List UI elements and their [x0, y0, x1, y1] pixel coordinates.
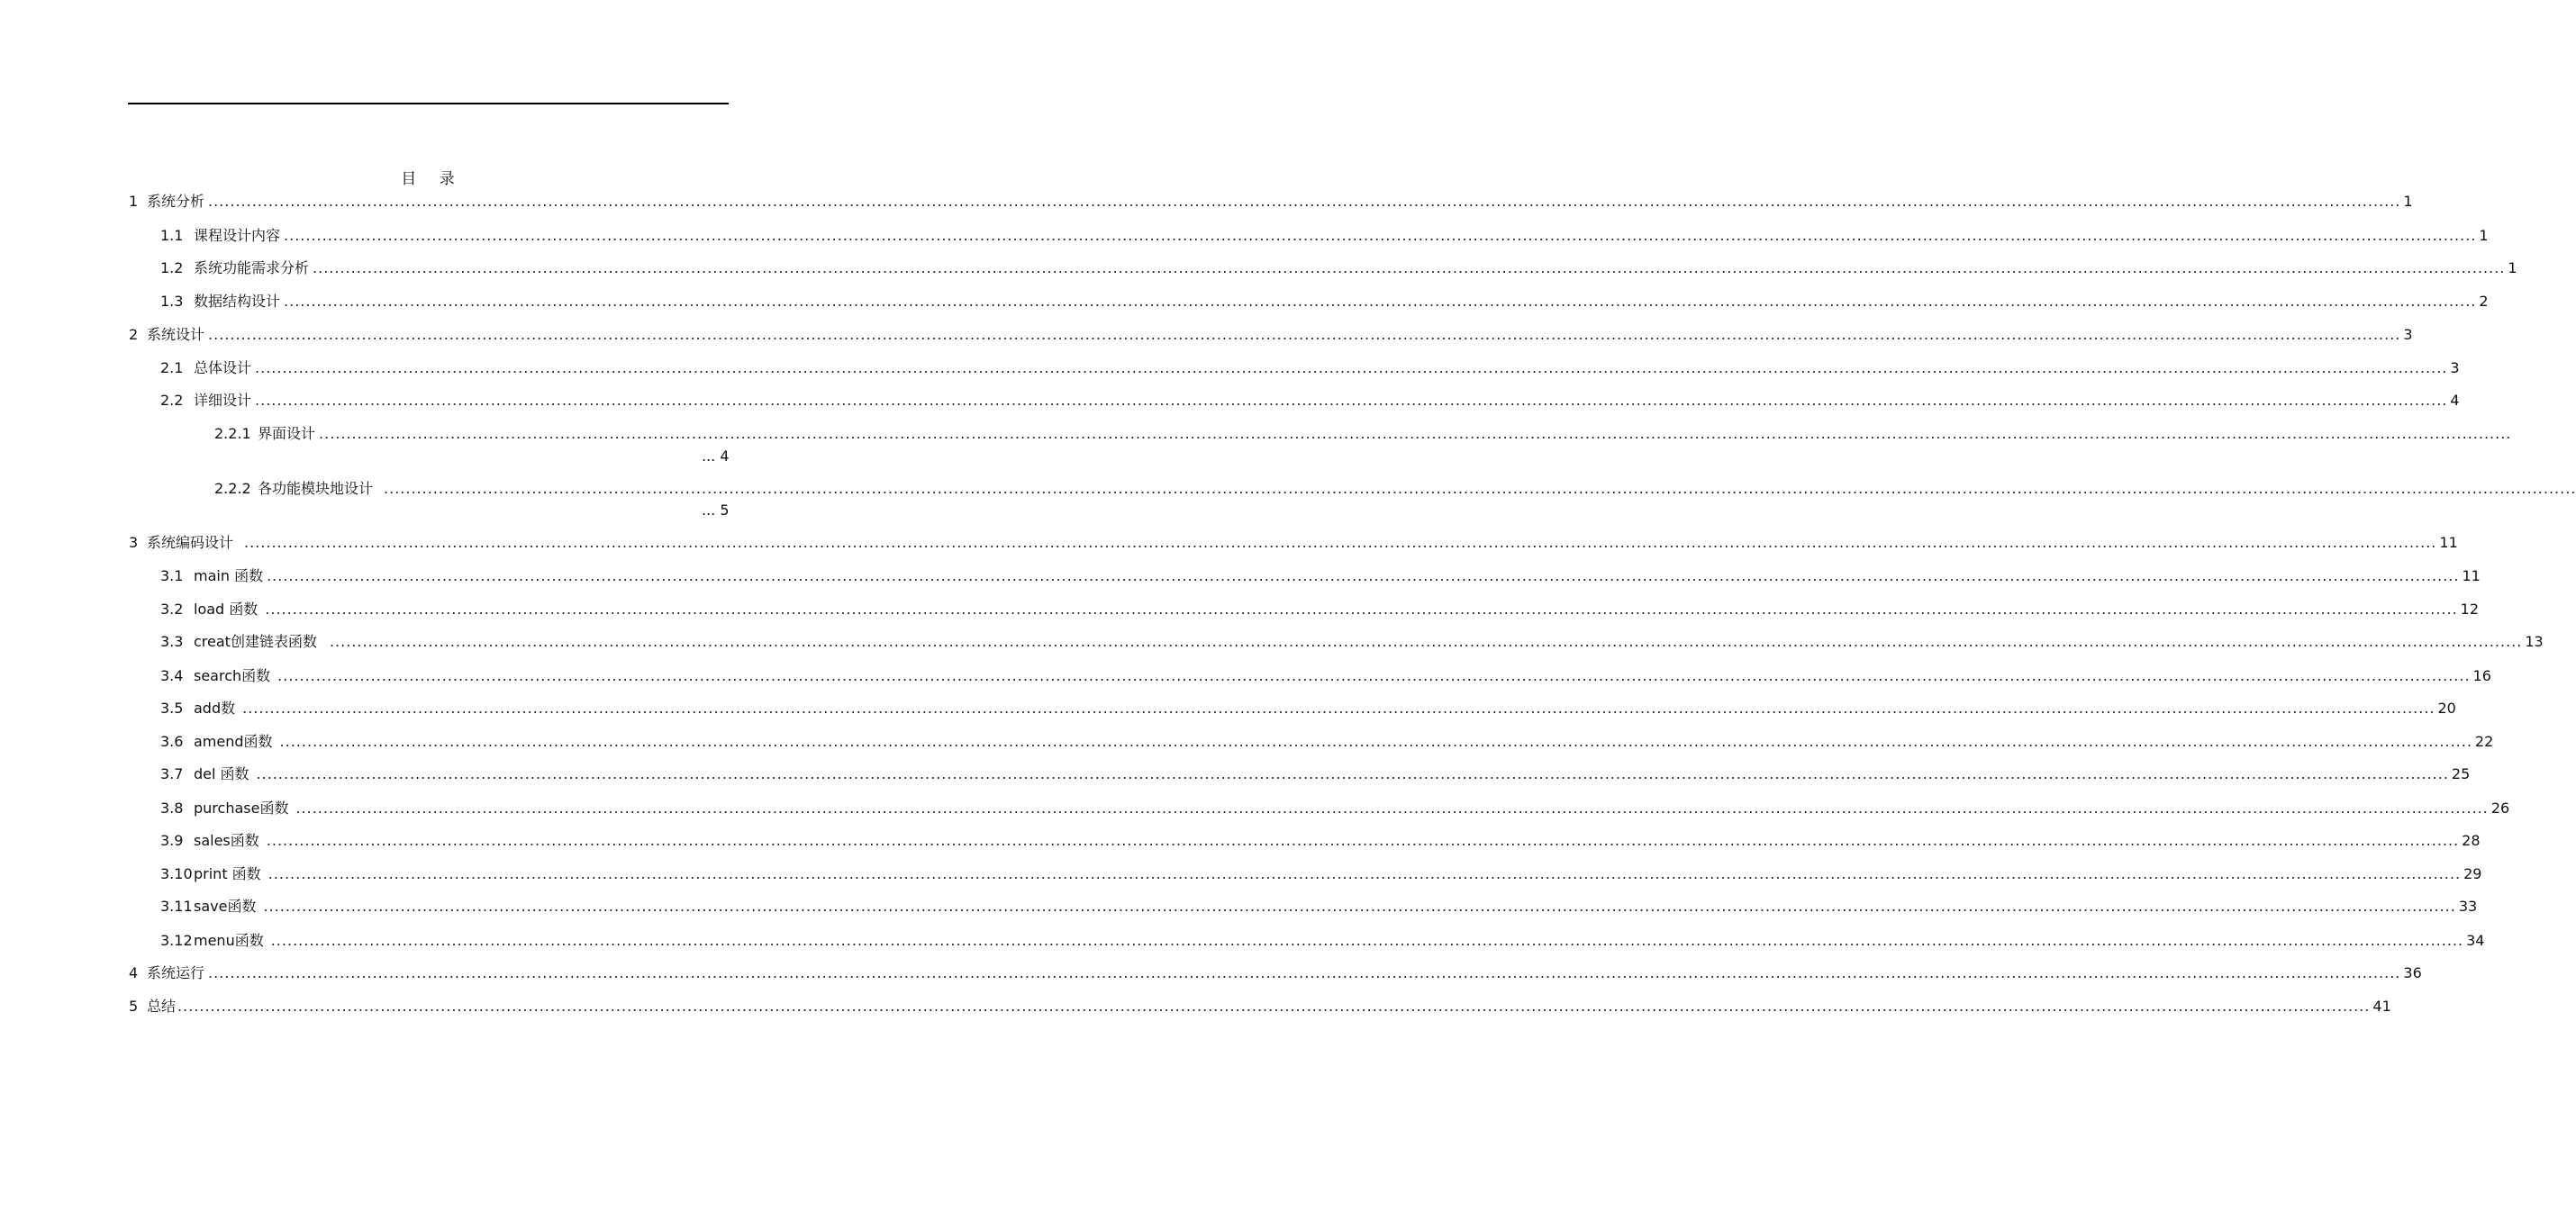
toc-entry[interactable]	[160, 600, 2480, 619]
toc-leader-dots: ................................................................................................................................................................................................................................................................................................................................................................................................................	[384, 480, 2576, 497]
toc-entry-title: 界面设计	[258, 425, 316, 442]
toc-entry-title: 系统运行	[147, 964, 205, 981]
toc-entry-number: 1.1	[160, 227, 184, 244]
toc-entry-number: 3.8	[160, 800, 184, 817]
toc-entry-title: purchase函数	[194, 800, 289, 817]
toc-leader-dots: ................................................................................................................................................................................................................................................................................................................................................................................................................	[255, 359, 2448, 376]
toc-entry-page: 3	[2450, 359, 2460, 376]
toc-entry-title: 系统分析	[147, 193, 205, 210]
toc-leader-dots: ................................................................................................................................................................................................................................................................................................................................................................................................................	[208, 326, 2401, 343]
toc-leader-dots: ................................................................................................................................................................................................................................................................................................................................................................................................................	[267, 567, 2460, 584]
toc-entry-page: 16	[2472, 667, 2491, 684]
toc-leader-dots: ................................................................................................................................................................................................................................................................................................................................................................................................................	[295, 800, 2489, 817]
toc-entry-page: 2	[2479, 293, 2489, 310]
toc-entry-title: 课程设计内容	[194, 227, 281, 244]
toc-entry-number: 3	[129, 534, 139, 551]
toc-entry-page: 1	[2508, 259, 2517, 276]
toc-entry-title: search函数	[194, 667, 271, 684]
toc-entry[interactable]	[160, 292, 2489, 312]
toc-entry[interactable]	[160, 391, 2460, 411]
toc-entry-number: 2.2	[160, 392, 184, 409]
toc-entry-page: 22	[2474, 733, 2494, 750]
toc-entry-number: 1.3	[160, 293, 184, 310]
toc-entry-page: 28	[2462, 832, 2481, 849]
toc-entry[interactable]	[160, 831, 2481, 851]
toc-entry[interactable]	[160, 799, 2510, 818]
toc-entry[interactable]	[160, 764, 2471, 784]
toc-entry[interactable]	[160, 566, 2481, 586]
toc-entry-page: 11	[2462, 567, 2481, 584]
toc-leader-dots: ................................................................................................................................................................................................................................................................................................................................................................................................................	[263, 898, 2456, 915]
toc-entry-number: 1.2	[160, 259, 184, 276]
toc-entry[interactable]	[214, 424, 2512, 444]
toc-entry[interactable]	[129, 325, 2413, 345]
toc-entry-page: 1	[2479, 227, 2489, 244]
toc-leader-dots: ................................................................................................................................................................................................................................................................................................................................................................................................................	[177, 998, 2371, 1015]
toc-entry[interactable]	[129, 192, 2413, 212]
toc-entry-page: ... 5	[702, 502, 730, 519]
toc-entry-number: 3.6	[160, 733, 184, 750]
toc-leader-dots: ................................................................................................................................................................................................................................................................................................................................................................................................................	[244, 534, 2437, 551]
toc-entry-title: main 函数	[194, 567, 264, 584]
toc-leader-dots: ................................................................................................................................................................................................................................................................................................................................................................................................................	[208, 964, 2401, 981]
toc-entry-page: 36	[2403, 964, 2422, 981]
toc-entry-title: 系统功能需求分析	[194, 259, 310, 276]
toc-title: 目 录	[401, 170, 464, 188]
toc-entry-number: 5	[129, 998, 139, 1015]
toc-entry-title: 详细设计	[194, 392, 252, 409]
toc-leader-dots: ................................................................................................................................................................................................................................................................................................................................................................................................................	[255, 392, 2448, 409]
toc-entry-page: 13	[2525, 633, 2544, 650]
toc-entry[interactable]	[160, 226, 2489, 246]
toc-entry-page: ... 4	[702, 447, 730, 465]
toc-entry[interactable]	[160, 258, 2517, 278]
toc-entry-title: 数据结构设计	[194, 293, 281, 310]
toc-entry[interactable]	[214, 479, 2576, 499]
toc-entry-title: save函数	[194, 898, 257, 915]
toc-entry-number: 1	[129, 193, 139, 210]
toc-leader-dots: ................................................................................................................................................................................................................................................................................................................................................................................................................	[319, 425, 2512, 442]
toc-entry[interactable]	[160, 699, 2456, 718]
toc-entry-number: 3.7	[160, 765, 184, 782]
toc-entry-title: load 函数	[194, 601, 259, 618]
toc-entry-number: 3.2	[160, 601, 184, 618]
toc-leader-dots: ................................................................................................................................................................................................................................................................................................................................................................................................................	[208, 193, 2401, 210]
toc-entry[interactable]	[160, 864, 2482, 884]
toc-entry-page: 33	[2458, 898, 2478, 915]
toc-entry-title: del 函数	[194, 765, 249, 782]
header-rule	[128, 103, 729, 104]
toc-leader-dots: ................................................................................................................................................................................................................................................................................................................................................................................................................	[265, 601, 2458, 618]
toc-entry[interactable]	[160, 632, 2544, 652]
toc-entry-title: 系统编码设计	[147, 534, 234, 551]
toc-leader-dots: ................................................................................................................................................................................................................................................................................................................................................................................................................	[313, 259, 2506, 276]
toc-entry-number: 3.1	[160, 567, 184, 584]
toc-leader-dots: ................................................................................................................................................................................................................................................................................................................................................................................................................	[270, 932, 2464, 949]
toc-entry-number: 3.10	[160, 865, 193, 882]
toc-leader-dots: ................................................................................................................................................................................................................................................................................................................................................................................................................	[256, 765, 2449, 782]
toc-entry-page: 3	[2403, 326, 2413, 343]
toc-entry-page: 12	[2460, 601, 2480, 618]
toc-entry[interactable]	[160, 666, 2491, 686]
toc-leader-dots: ................................................................................................................................................................................................................................................................................................................................................................................................................	[242, 700, 2435, 717]
toc-entry-title: print 函数	[194, 865, 261, 882]
toc-leader-dots: ................................................................................................................................................................................................................................................................................................................................................................................................................	[279, 733, 2472, 750]
toc-entry-page: 20	[2437, 700, 2456, 717]
toc-entry-page: 29	[2463, 865, 2482, 882]
toc-entry-number: 3.5	[160, 700, 184, 717]
toc-entry-title: creat创建链表函数	[194, 633, 317, 650]
toc-entry-number: 3.9	[160, 832, 184, 849]
toc-entry-number: 2.2.2	[214, 480, 251, 497]
toc-entry[interactable]	[160, 358, 2460, 378]
toc-entry[interactable]	[160, 732, 2494, 752]
toc-entry-number: 3.3	[160, 633, 184, 650]
toc-entry[interactable]	[129, 533, 2458, 553]
toc-entry-title: 系统设计	[147, 326, 205, 343]
toc-entry-number: 3.4	[160, 667, 184, 684]
toc-entry-title: sales函数	[194, 832, 259, 849]
toc-leader-dots: ................................................................................................................................................................................................................................................................................................................................................................................................................	[329, 633, 2523, 650]
toc-entry-number: 3.12	[160, 932, 193, 949]
toc-leader-dots: ................................................................................................................................................................................................................................................................................................................................................................................................................	[268, 865, 2462, 882]
toc-entry-title: amend函数	[194, 733, 273, 750]
toc-entry-number: 2.2.1	[214, 425, 251, 442]
toc-entry-number: 3.11	[160, 898, 193, 915]
toc-entry-title: 总结	[147, 998, 177, 1015]
toc-entry-title: 总体设计	[194, 359, 252, 376]
toc-entry[interactable]	[129, 997, 2391, 1017]
toc-entry-number: 2.1	[160, 359, 184, 376]
toc-entry-title: menu函数	[194, 932, 264, 949]
toc-entry-page: 25	[2451, 765, 2471, 782]
toc-leader-dots: ................................................................................................................................................................................................................................................................................................................................................................................................................	[284, 227, 2477, 244]
toc-leader-dots: ................................................................................................................................................................................................................................................................................................................................................................................................................	[284, 293, 2477, 310]
toc-entry[interactable]	[160, 931, 2485, 951]
toc-entry-page: 34	[2466, 932, 2485, 949]
toc-entry-number: 4	[129, 964, 139, 981]
toc-entry-number: 2	[129, 326, 139, 343]
toc-entry[interactable]	[160, 897, 2478, 917]
toc-entry-page: 11	[2439, 534, 2458, 551]
toc-leader-dots: ................................................................................................................................................................................................................................................................................................................................................................................................................	[266, 832, 2460, 849]
toc-entry-title: 各功能模块地设计	[258, 480, 374, 497]
toc-entry[interactable]	[129, 963, 2422, 983]
toc-leader-dots: ................................................................................................................................................................................................................................................................................................................................................................................................................	[277, 667, 2471, 684]
toc-entry-title: add数	[194, 700, 236, 717]
toc-entry-page: 26	[2490, 800, 2510, 817]
toc-entry-page: 1	[2403, 193, 2413, 210]
toc-entry-page: 4	[2450, 392, 2460, 409]
toc-entry-page: 41	[2372, 998, 2391, 1015]
